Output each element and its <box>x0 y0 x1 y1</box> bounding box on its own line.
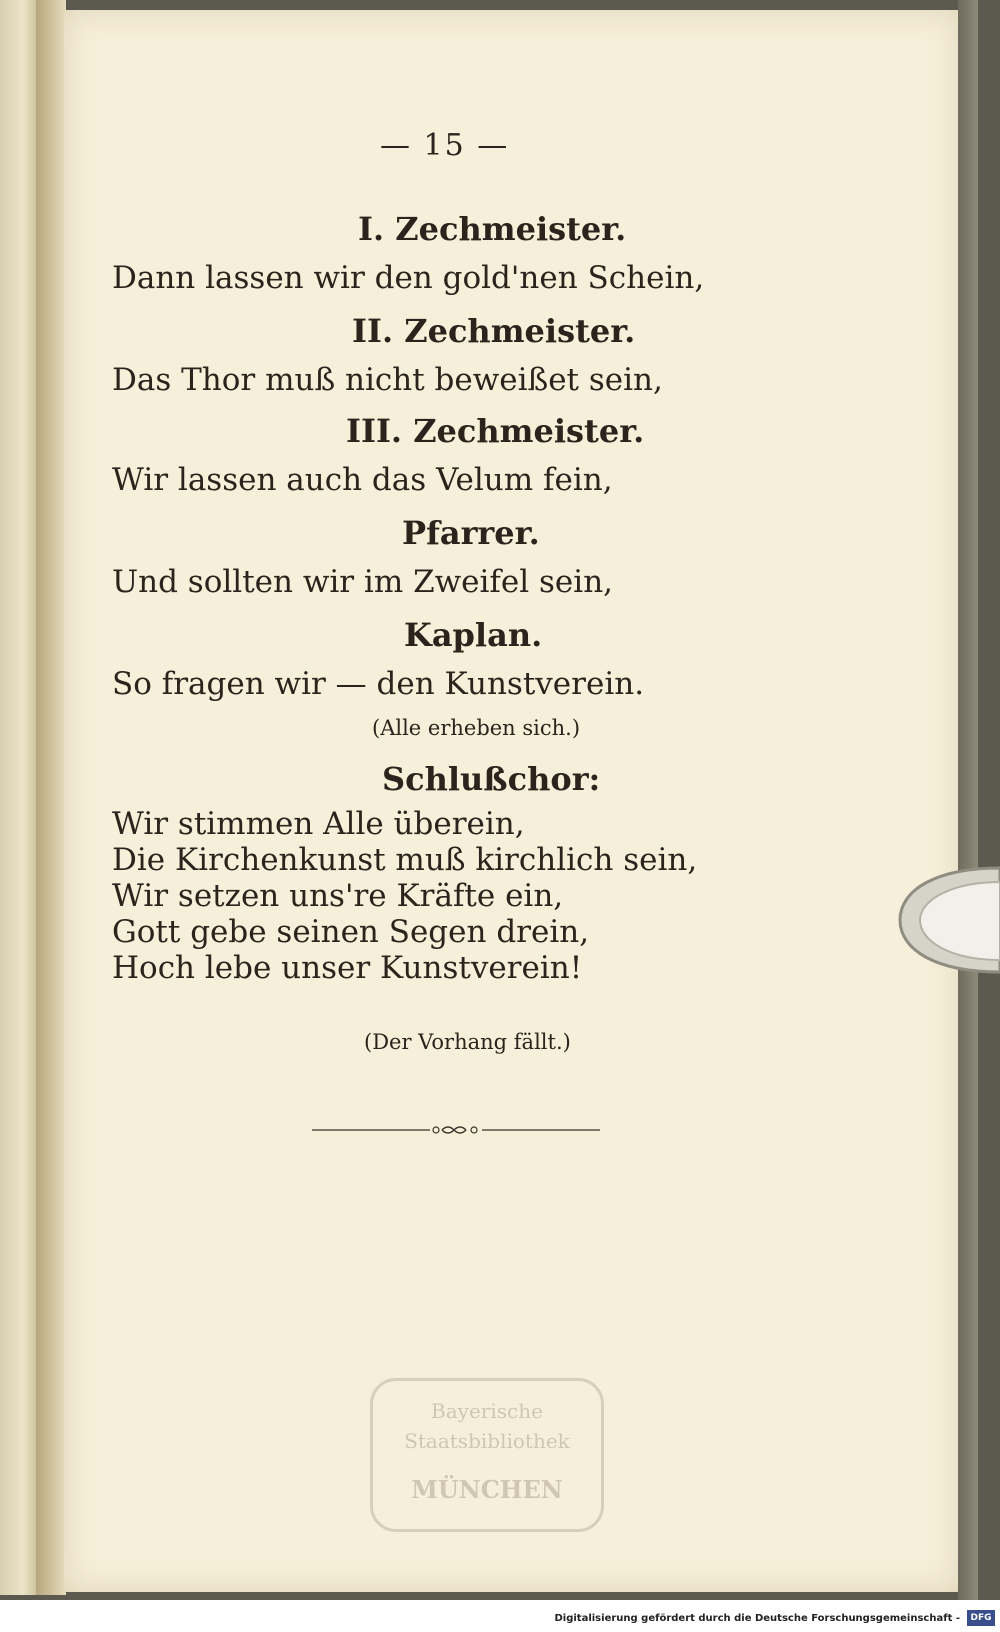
right-page-edge <box>958 0 978 1600</box>
chorus-line-3: Wir setzen uns're Kräfte ein, <box>112 878 564 914</box>
ornament-divider <box>312 1122 600 1138</box>
dfg-logo: DFG <box>967 1610 995 1626</box>
stage-direction-rise: (Alle erheben sich.) <box>372 716 581 740</box>
speaker-5: Kaplan. <box>404 616 543 654</box>
page-number: — 15 — <box>380 128 510 163</box>
chorus-line-2: Die Kirchenkunst muß kirchlich sein, <box>112 842 698 878</box>
left-page-edge <box>0 0 38 1595</box>
chorus-heading: Schlußchor: <box>382 760 601 798</box>
verse-line-3: Wir lassen auch das Velum fein, <box>112 462 613 498</box>
stamp-line-3: MÜNCHEN <box>411 1475 563 1504</box>
speaker-2: II. Zechmeister. <box>352 312 636 350</box>
stage-direction-curtain: (Der Vorhang fällt.) <box>364 1030 571 1054</box>
speaker-1: I. Zechmeister. <box>358 210 627 248</box>
chorus-line-4: Gott gebe seinen Segen drein, <box>112 914 590 950</box>
verse-line-2: Das Thor muß nicht beweißet sein, <box>112 362 663 398</box>
book-gutter <box>36 0 66 1595</box>
chorus-line-1: Wir stimmen Alle überein, <box>112 806 525 842</box>
library-stamp <box>370 1378 604 1532</box>
stamp-line-1: Bayerische <box>431 1399 543 1423</box>
verse-line-1: Dann lassen wir den gold'nen Schein, <box>112 260 705 296</box>
verse-line-4: Und sollten wir im Zweifel sein, <box>112 564 614 600</box>
chorus-line-5: Hoch lebe unser Kunstverein! <box>112 950 583 986</box>
speaker-3: III. Zechmeister. <box>346 412 645 450</box>
stamp-line-2: Staatsbibliothek <box>404 1429 570 1453</box>
speaker-4: Pfarrer. <box>402 514 540 552</box>
verse-line-5: So fragen wir — den Kunstverein. <box>112 666 645 702</box>
digitization-credit: Digitalisierung gefördert durch die Deutsche Forschungsgemeinschaft - <box>554 1613 960 1624</box>
page-clip <box>896 860 1000 978</box>
